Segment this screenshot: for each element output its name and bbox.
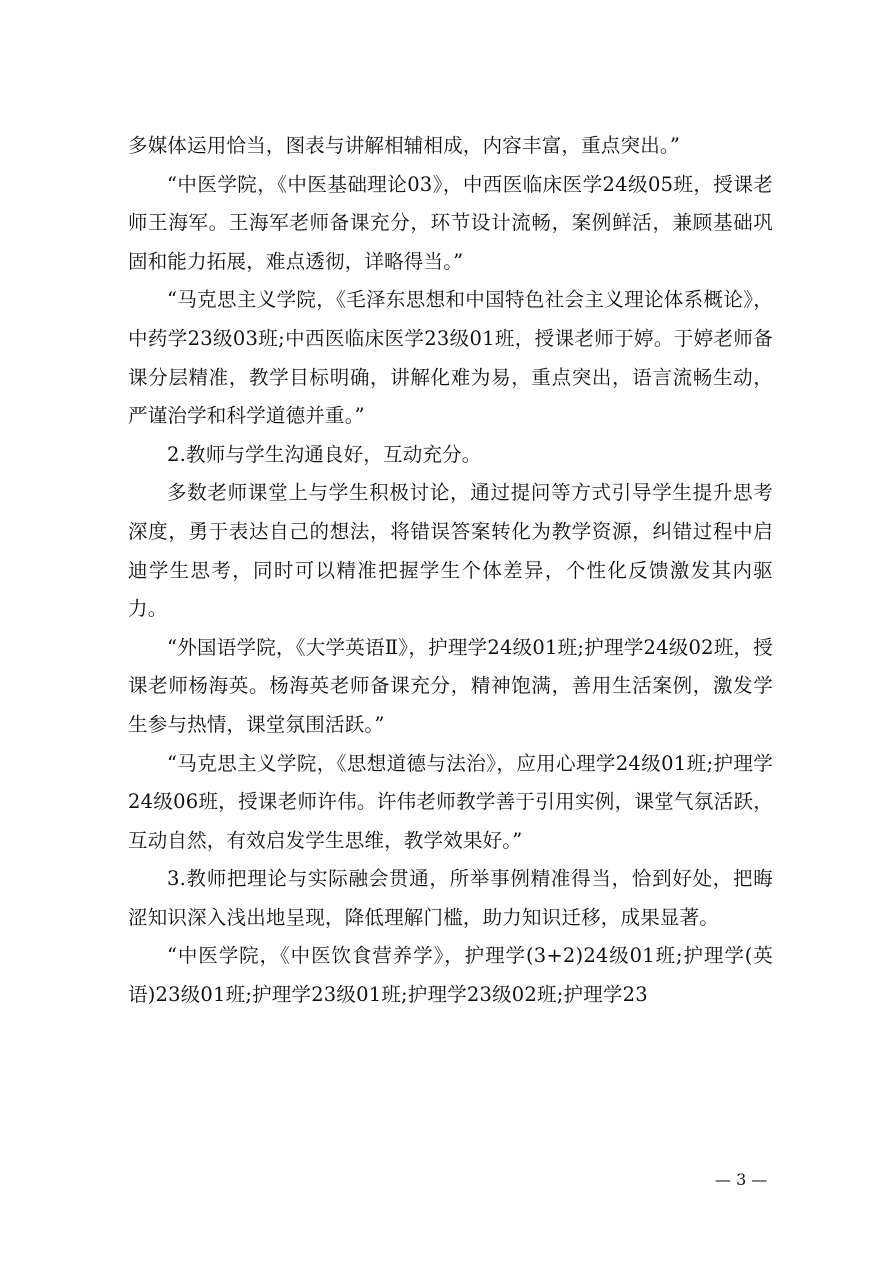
paragraph-3: “马克思主义学院，《毛泽东思想和中国特色社会主义理论体系概论》，中药学23级03班;中西医临床医学23级01班，授课老师于婷。于婷老师备课分层精准，教学目标明确，讲解化难为易，重点突出，语言流畅生动，严谨治学和科学道德并重。”	[128, 288, 773, 428]
section-heading-3: 3.教师把理论与实际融会贯通，所举事例精准得当，恰到好处，把晦涩知识深入浅出地呈现，降低理解门槛，助力知识迁移，成果显著。	[128, 867, 773, 929]
page-body	[128, 127, 773, 1015]
paragraph-6: “外国语学院，《大学英语Ⅱ》，护理学24级01班;护理学24级02班，授课老师杨海英。杨海英老师备课充分，精神饱满，善用生活案例，激发学生参与热情，课堂氛围活跃。”	[128, 635, 773, 736]
paragraph-1: 多媒体运用恰当，图表与讲解相辅相成，内容丰富，重点突出。”	[128, 134, 681, 157]
paragraph-2: “中医学院，《中医基础理论03》，中西医临床医学24级05班，授课老师王海军。王海军老师备课充分，环节设计流畅，案例鲜活，兼顾基础巩固和能力拓展，难点透彻，详略得当。”	[128, 172, 773, 273]
paragraph-5: 多数老师课堂上与学生积极讨论，通过提问等方式引导学生提升思考深度，勇于表达自己的想法，将错误答案转化为教学资源，纠错过程中启迪学生思考，同时可以精准把握学生个体差异，个性化反馈激发其内驱力。	[128, 481, 773, 621]
paragraph-9: “中医学院，《中医饮食营养学》，护理学(3+2)24级01班;护理学(英语)23级01班;护理学23级01班;护理学23级02班;护理学23	[128, 944, 773, 1007]
section-heading-2: 2.教师与学生沟通良好，互动充分。	[167, 442, 482, 466]
page-number: — 3 —	[715, 1170, 768, 1189]
paragraph-7: “马克思主义学院，《思想道德与法治》，应用心理学24级01班;护理学24级06班，授课老师许伟。许伟老师教学善于引用实例，课堂气氛活跃，互动自然，有效启发学生思维，教学效果好。”	[128, 751, 773, 852]
